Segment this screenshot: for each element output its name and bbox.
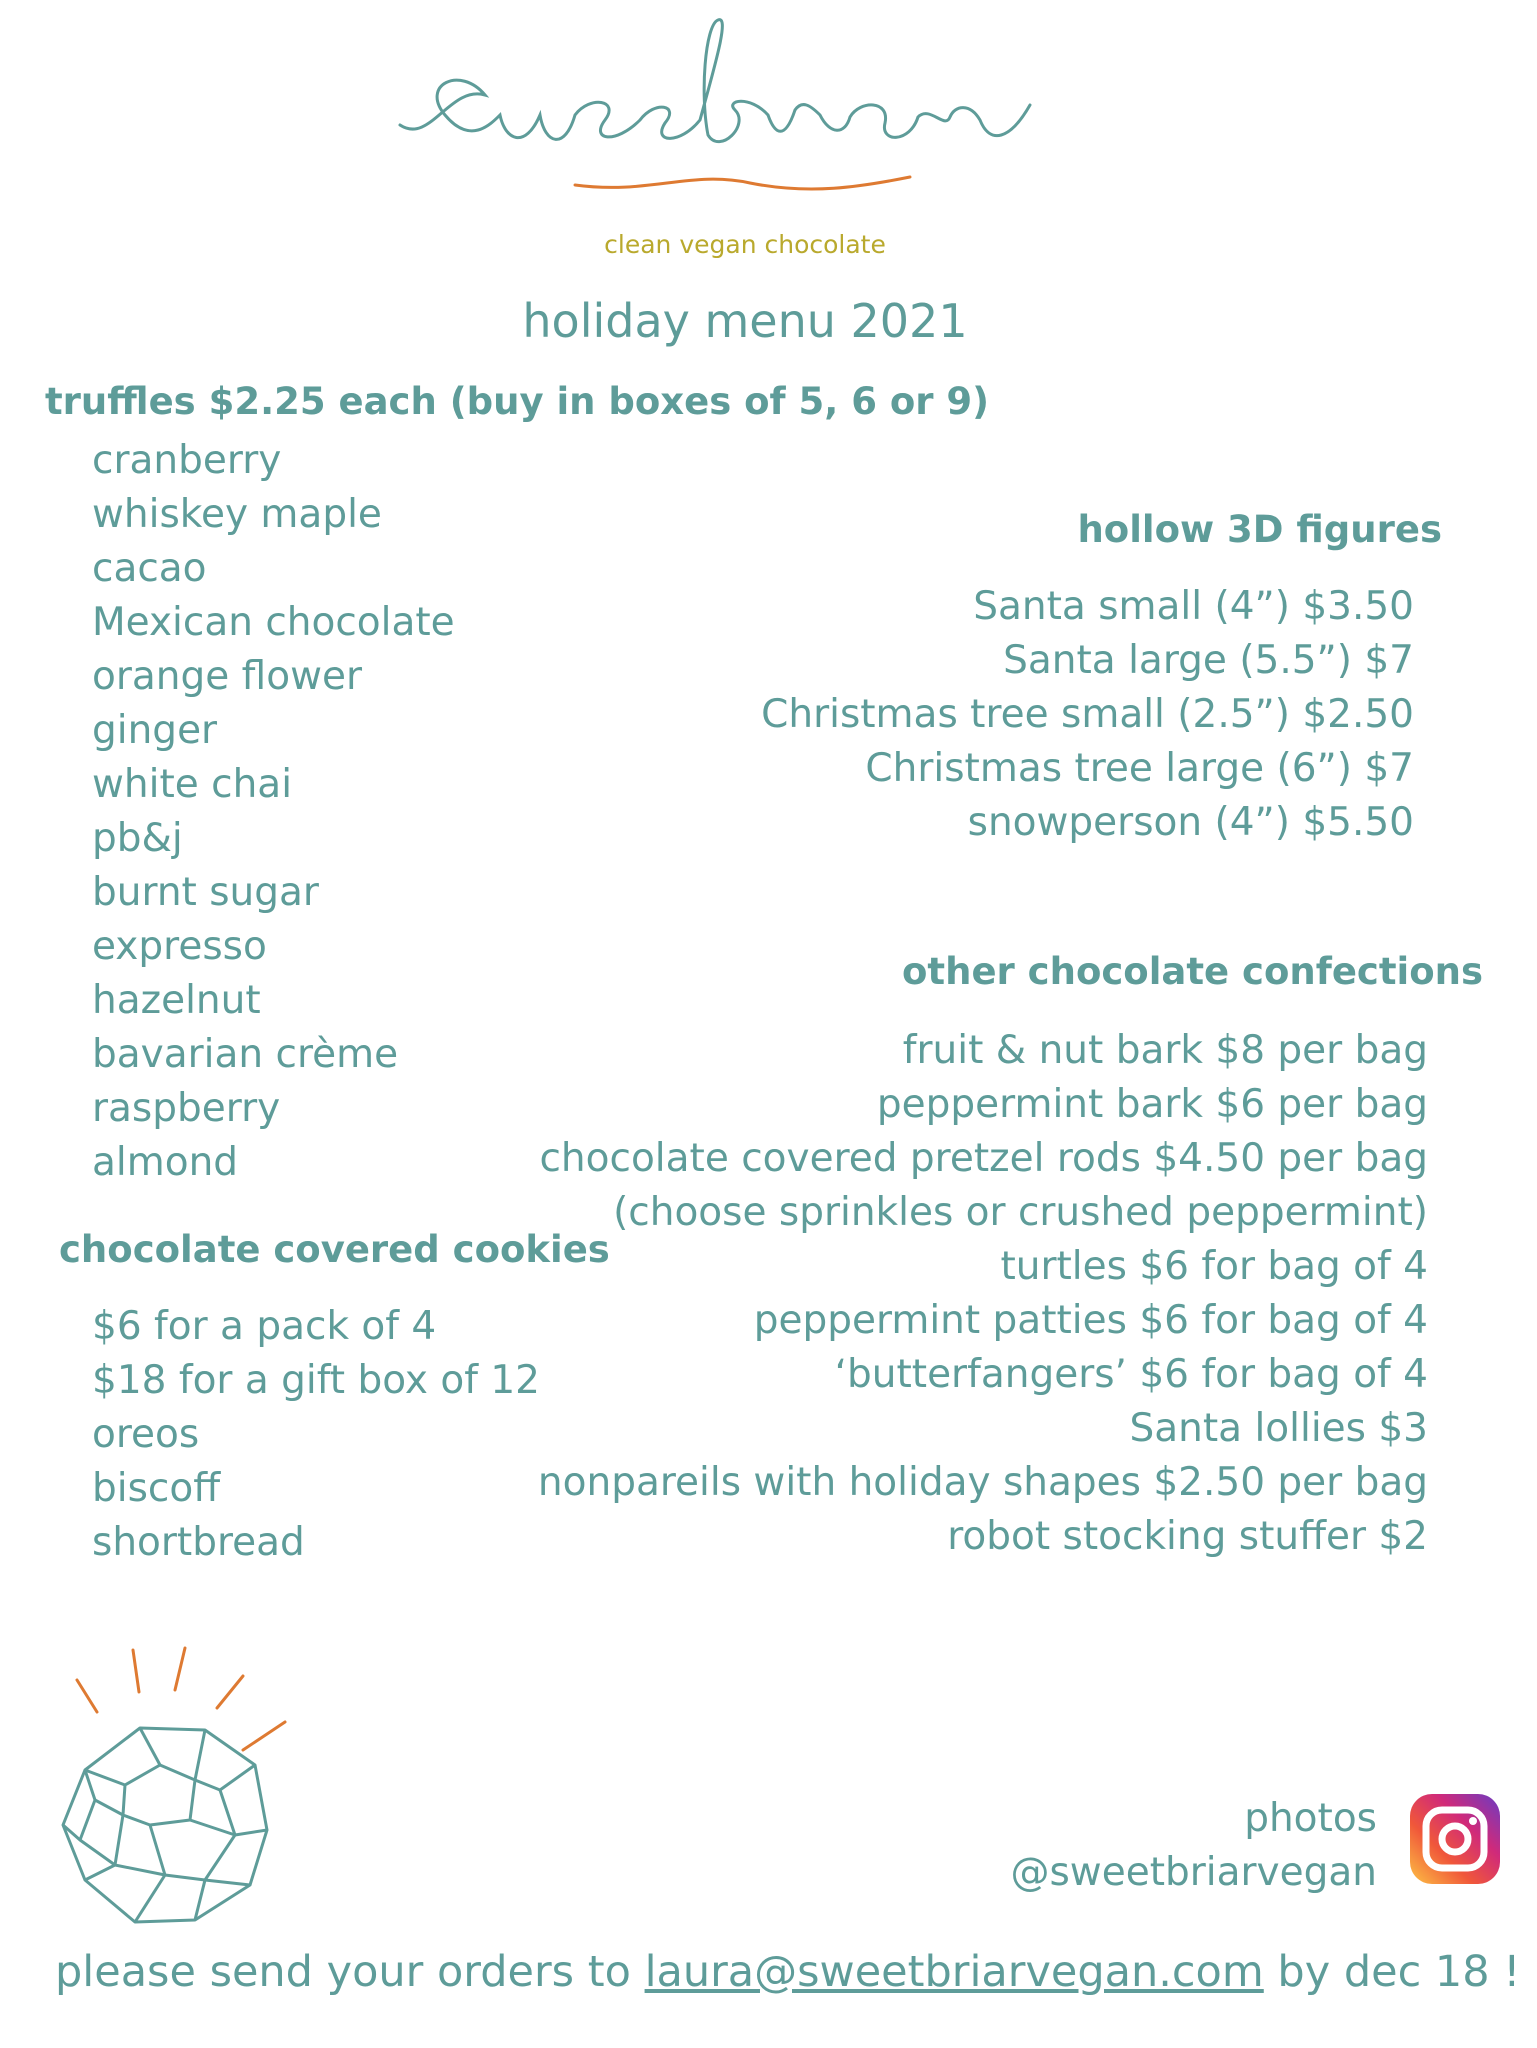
list-item: almond: [92, 1140, 239, 1185]
list-item: oreos: [92, 1412, 200, 1457]
list-item: white chai: [92, 762, 293, 807]
list-item: fruit & nut bark $8 per bag: [902, 1028, 1428, 1073]
instagram-caption: [1010, 1792, 1377, 1900]
list-item: (choose sprinkles or crushed peppermint): [613, 1190, 1428, 1235]
cookies-heading: chocolate covered cookies: [59, 1228, 610, 1271]
list-item: cranberry: [92, 438, 282, 483]
list-item: orange flower: [92, 654, 363, 699]
truffles-heading: truffles $2.25 each (buy in boxes of 5, 6 or 9): [45, 380, 990, 423]
list-item: raspberry: [92, 1086, 281, 1131]
list-item: chocolate covered pretzel rods $4.50 per bag: [539, 1136, 1428, 1181]
figures-heading: hollow 3D figures: [1077, 508, 1442, 551]
list-item: cacao: [92, 546, 207, 591]
list-item: hazelnut: [92, 978, 261, 1023]
confections-list: [538, 1024, 1428, 1564]
list-item: Santa small (4”) $3.50: [973, 584, 1414, 629]
truffle-illustration-icon: [55, 1640, 295, 1930]
sweetbriar-logo: [390, 5, 1100, 215]
instagram-handle[interactable]: @sweetbriarvegan: [1010, 1850, 1377, 1895]
list-item: pb&j: [92, 816, 183, 861]
footer-suffix: by dec 18 !: [1263, 1947, 1521, 1997]
list-item: ginger: [92, 708, 218, 753]
list-item: shortbread: [92, 1520, 305, 1565]
figures-list: [761, 580, 1414, 850]
email-link[interactable]: laura@sweetbriarvegan.com: [644, 1947, 1264, 1997]
confections-heading: other chocolate confections: [902, 950, 1483, 993]
truffles-list: [92, 434, 455, 1190]
instagram-label: photos: [1244, 1796, 1377, 1841]
list-item: $6 for a pack of 4: [92, 1304, 437, 1349]
list-item: Mexican chocolate: [92, 600, 455, 645]
list-item: robot stocking stuffer $2: [947, 1514, 1428, 1559]
list-item: turtles $6 for bag of 4: [1000, 1244, 1428, 1289]
list-item: bavarian crème: [92, 1032, 399, 1077]
logo-script-wordmark: [400, 20, 1030, 142]
list-item: ‘butterfangers’ $6 for bag of 4: [834, 1352, 1428, 1397]
list-item: Santa large (5.5”) $7: [1003, 638, 1414, 683]
list-item: nonpareils with holiday shapes $2.50 per bag: [537, 1460, 1428, 1505]
list-item: peppermint bark $6 per bag: [876, 1082, 1428, 1127]
list-item: Christmas tree small (2.5”) $2.50: [761, 692, 1414, 737]
menu-title: holiday menu 2021: [522, 294, 968, 348]
logo-swash: [575, 177, 910, 189]
list-item: $18 for a gift box of 12: [92, 1358, 540, 1403]
list-item: whiskey maple: [92, 492, 382, 537]
instagram-icon[interactable]: [1410, 1794, 1500, 1884]
tagline: clean vegan chocolate: [604, 230, 886, 259]
footer-prefix: please send your orders to: [55, 1947, 645, 1997]
list-item: Santa lollies $3: [1129, 1406, 1428, 1451]
list-item: Christmas tree large (6”) $7: [865, 746, 1414, 791]
list-item: peppermint patties $6 for bag of 4: [753, 1298, 1428, 1343]
list-item: burnt sugar: [92, 870, 319, 915]
cookies-list: [92, 1300, 540, 1570]
list-item: expresso: [92, 924, 267, 969]
list-item: biscoff: [92, 1466, 221, 1511]
order-instructions: [55, 1947, 1521, 1997]
list-item: snowperson (4”) $5.50: [967, 800, 1414, 845]
